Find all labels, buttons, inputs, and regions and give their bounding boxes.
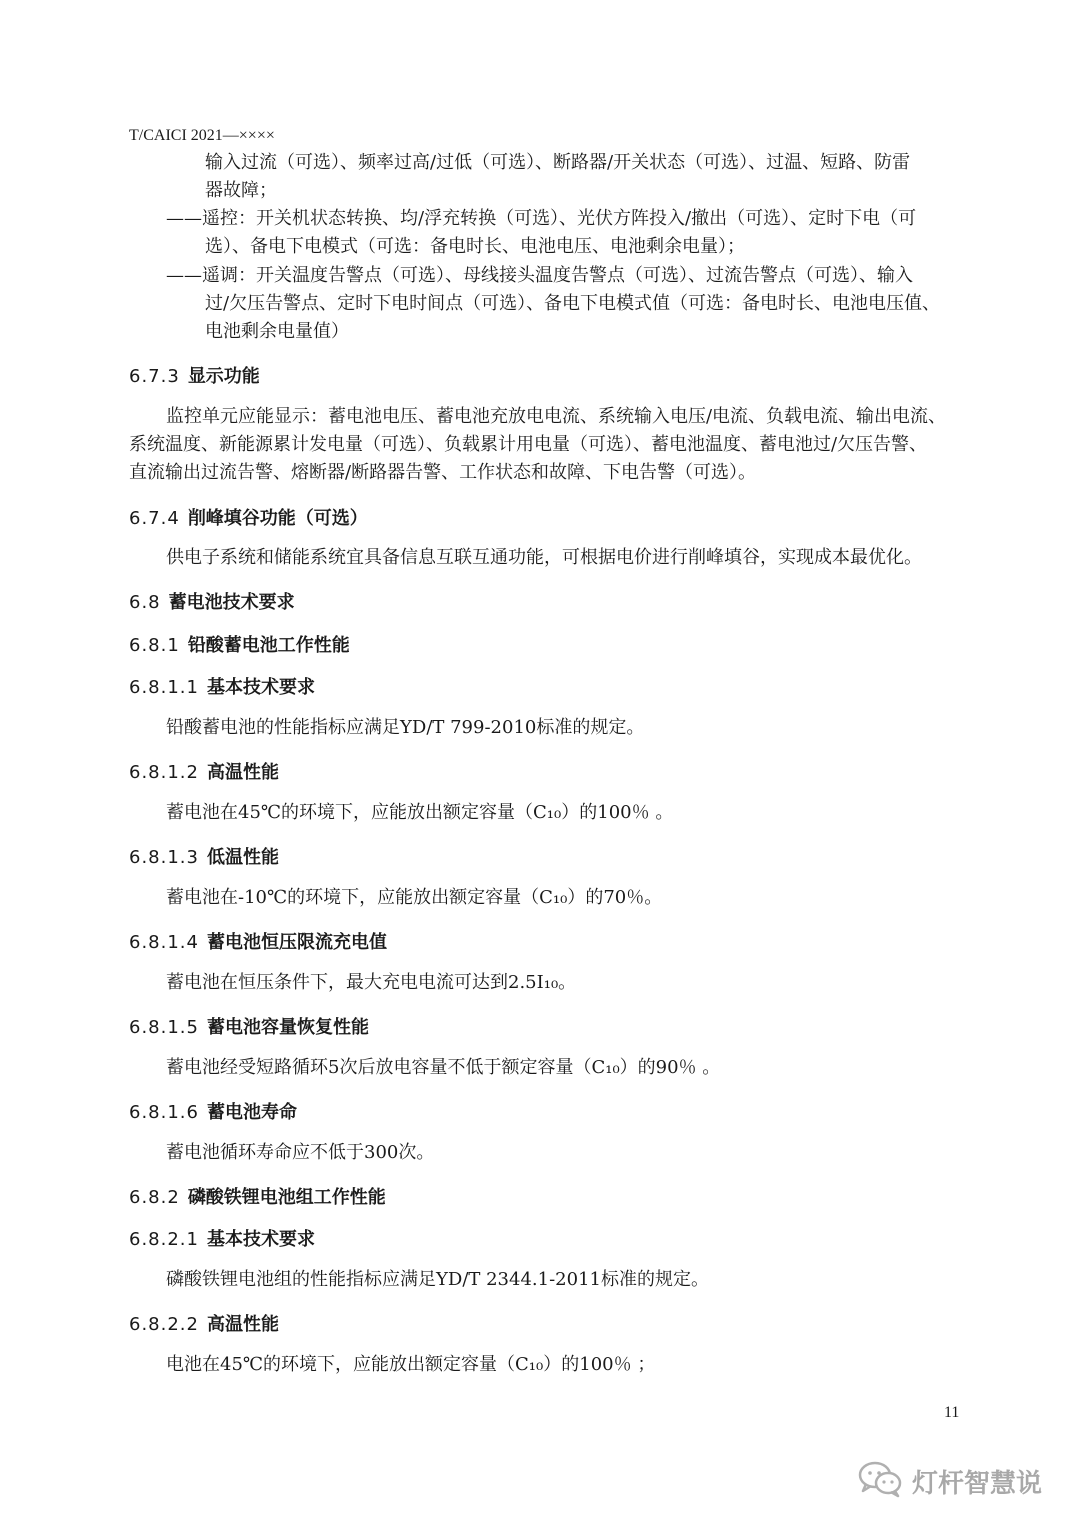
section-heading-6-8-1-2 bbox=[129, 758, 279, 784]
list-line: 电池剩余电量值） bbox=[205, 321, 349, 342]
section-heading-6-8-2-1 bbox=[129, 1225, 315, 1251]
section-number: 6.8.1.6 bbox=[129, 1102, 199, 1123]
section-title: 铅酸蓄电池工作性能 bbox=[187, 635, 350, 656]
section-number: 6.8.1.2 bbox=[129, 762, 199, 783]
section-title: 基本技术要求 bbox=[206, 1229, 315, 1250]
list-line: ——遥调：开关温度告警点（可选）、母线接头温度告警点（可选）、过流告警点（可选）、输入 bbox=[166, 265, 913, 286]
paragraph-line: 铅酸蓄电池的性能指标应满足YD/T 799-2010标准的规定。 bbox=[166, 717, 645, 738]
section-title: 高温性能 bbox=[206, 1314, 279, 1335]
paragraph-line: 蓄电池经受短路循环5次后放电容量不低于额定容量（C₁₀）的90％ 。 bbox=[166, 1057, 721, 1078]
section-heading-6-8-1-1 bbox=[129, 673, 315, 699]
section-number: 6.7.3 bbox=[129, 366, 180, 387]
paragraph-line: 监控单元应能显示：蓄电池电压、蓄电池充放电电流、系统输入电压/电流、负载电流、输出电流、 bbox=[166, 406, 947, 427]
section-heading-6-8-1-6 bbox=[129, 1098, 297, 1124]
section-number: 6.8.2.2 bbox=[129, 1314, 199, 1335]
paragraph-line: 电池在45℃的环境下，应能放出额定容量（C₁₀）的100％ ； bbox=[166, 1354, 656, 1375]
paragraph-line: 直流输出过流告警、熔断器/断路器告警、工作状态和故障、下电告警（可选）。 bbox=[129, 462, 757, 483]
section-title: 低温性能 bbox=[206, 847, 279, 868]
section-number: 6.7.4 bbox=[129, 508, 180, 529]
section-title: 磷酸铁锂电池组工作性能 bbox=[187, 1187, 386, 1208]
section-heading-6-8-1-5 bbox=[129, 1013, 369, 1039]
paragraph-line: 蓄电池在-10℃的环境下，应能放出额定容量（C₁₀）的70％。 bbox=[166, 887, 663, 908]
paragraph-line: 蓄电池在45℃的环境下，应能放出额定容量（C₁₀）的100％ 。 bbox=[166, 802, 674, 823]
list-line: 选）、备电下电模式（可选：备电时长、电池电压、电池剩余电量）； bbox=[205, 236, 745, 257]
section-heading-6-7-4 bbox=[129, 504, 368, 530]
paragraph-line: 蓄电池循环寿命应不低于300次。 bbox=[166, 1142, 435, 1163]
list-line: 器故障； bbox=[205, 180, 277, 201]
paragraph-line: 系统温度、新能源累计发电量（可选）、负载累计用电量（可选）、蓄电池温度、蓄电池过/欠压告警、 bbox=[129, 434, 928, 455]
section-heading-6-8-1 bbox=[129, 631, 350, 657]
section-number: 6.8 bbox=[129, 592, 161, 613]
section-number: 6.8.2.1 bbox=[129, 1229, 199, 1250]
section-title: 显示功能 bbox=[187, 366, 260, 387]
section-title: 削峰填谷功能（可选） bbox=[187, 508, 368, 529]
section-heading-6-7-3 bbox=[129, 362, 260, 388]
section-number: 6.8.1.4 bbox=[129, 932, 199, 953]
section-number: 6.8.1.3 bbox=[129, 847, 199, 868]
section-title: 蓄电池技术要求 bbox=[168, 592, 295, 613]
paragraph-line: 供电子系统和储能系统宜具备信息互联互通功能，可根据电价进行削峰填谷，实现成本最优化。 bbox=[166, 547, 922, 568]
section-number: 6.8.2 bbox=[129, 1187, 180, 1208]
wechat-icon bbox=[858, 1460, 904, 1502]
watermark bbox=[858, 1460, 1042, 1502]
page-number: 11 bbox=[944, 1404, 960, 1421]
section-heading-6-8-1-3 bbox=[129, 843, 279, 869]
list-line: 过/欠压告警点、定时下电时间点（可选）、备电下电模式值（可选：备电时长、电池电压值、 bbox=[205, 293, 941, 314]
list-line: ——遥控：开关机状态转换、均/浮充转换（可选）、光伏方阵投入/撤出（可选）、定时下电（可 bbox=[166, 208, 917, 229]
section-title: 蓄电池容量恢复性能 bbox=[206, 1017, 369, 1038]
watermark-text: 灯杆智慧说 bbox=[912, 1468, 1043, 1499]
section-title: 蓄电池寿命 bbox=[206, 1102, 297, 1123]
section-number: 6.8.1.1 bbox=[129, 677, 199, 698]
list-line: 输入过流（可选）、频率过高/过低（可选）、断路器/开关状态（可选）、过温、短路、防雷 bbox=[205, 152, 911, 173]
standard-id: T/CAICI 2021—×××× bbox=[129, 127, 275, 144]
section-number: 6.8.1 bbox=[129, 635, 180, 656]
paragraph-line: 蓄电池在恒压条件下，最大充电电流可达到2.5I₁₀。 bbox=[166, 972, 577, 993]
section-heading-6-8-2 bbox=[129, 1183, 386, 1209]
section-title: 基本技术要求 bbox=[206, 677, 315, 698]
paragraph-line: 磷酸铁锂电池组的性能指标应满足YD/T 2344.1-2011标准的规定。 bbox=[166, 1269, 709, 1290]
section-title: 高温性能 bbox=[206, 762, 279, 783]
section-heading-6-8 bbox=[129, 588, 295, 614]
section-heading-6-8-2-2 bbox=[129, 1310, 279, 1336]
section-heading-6-8-1-4 bbox=[129, 928, 387, 954]
section-title: 蓄电池恒压限流充电值 bbox=[206, 932, 387, 953]
section-number: 6.8.1.5 bbox=[129, 1017, 199, 1038]
